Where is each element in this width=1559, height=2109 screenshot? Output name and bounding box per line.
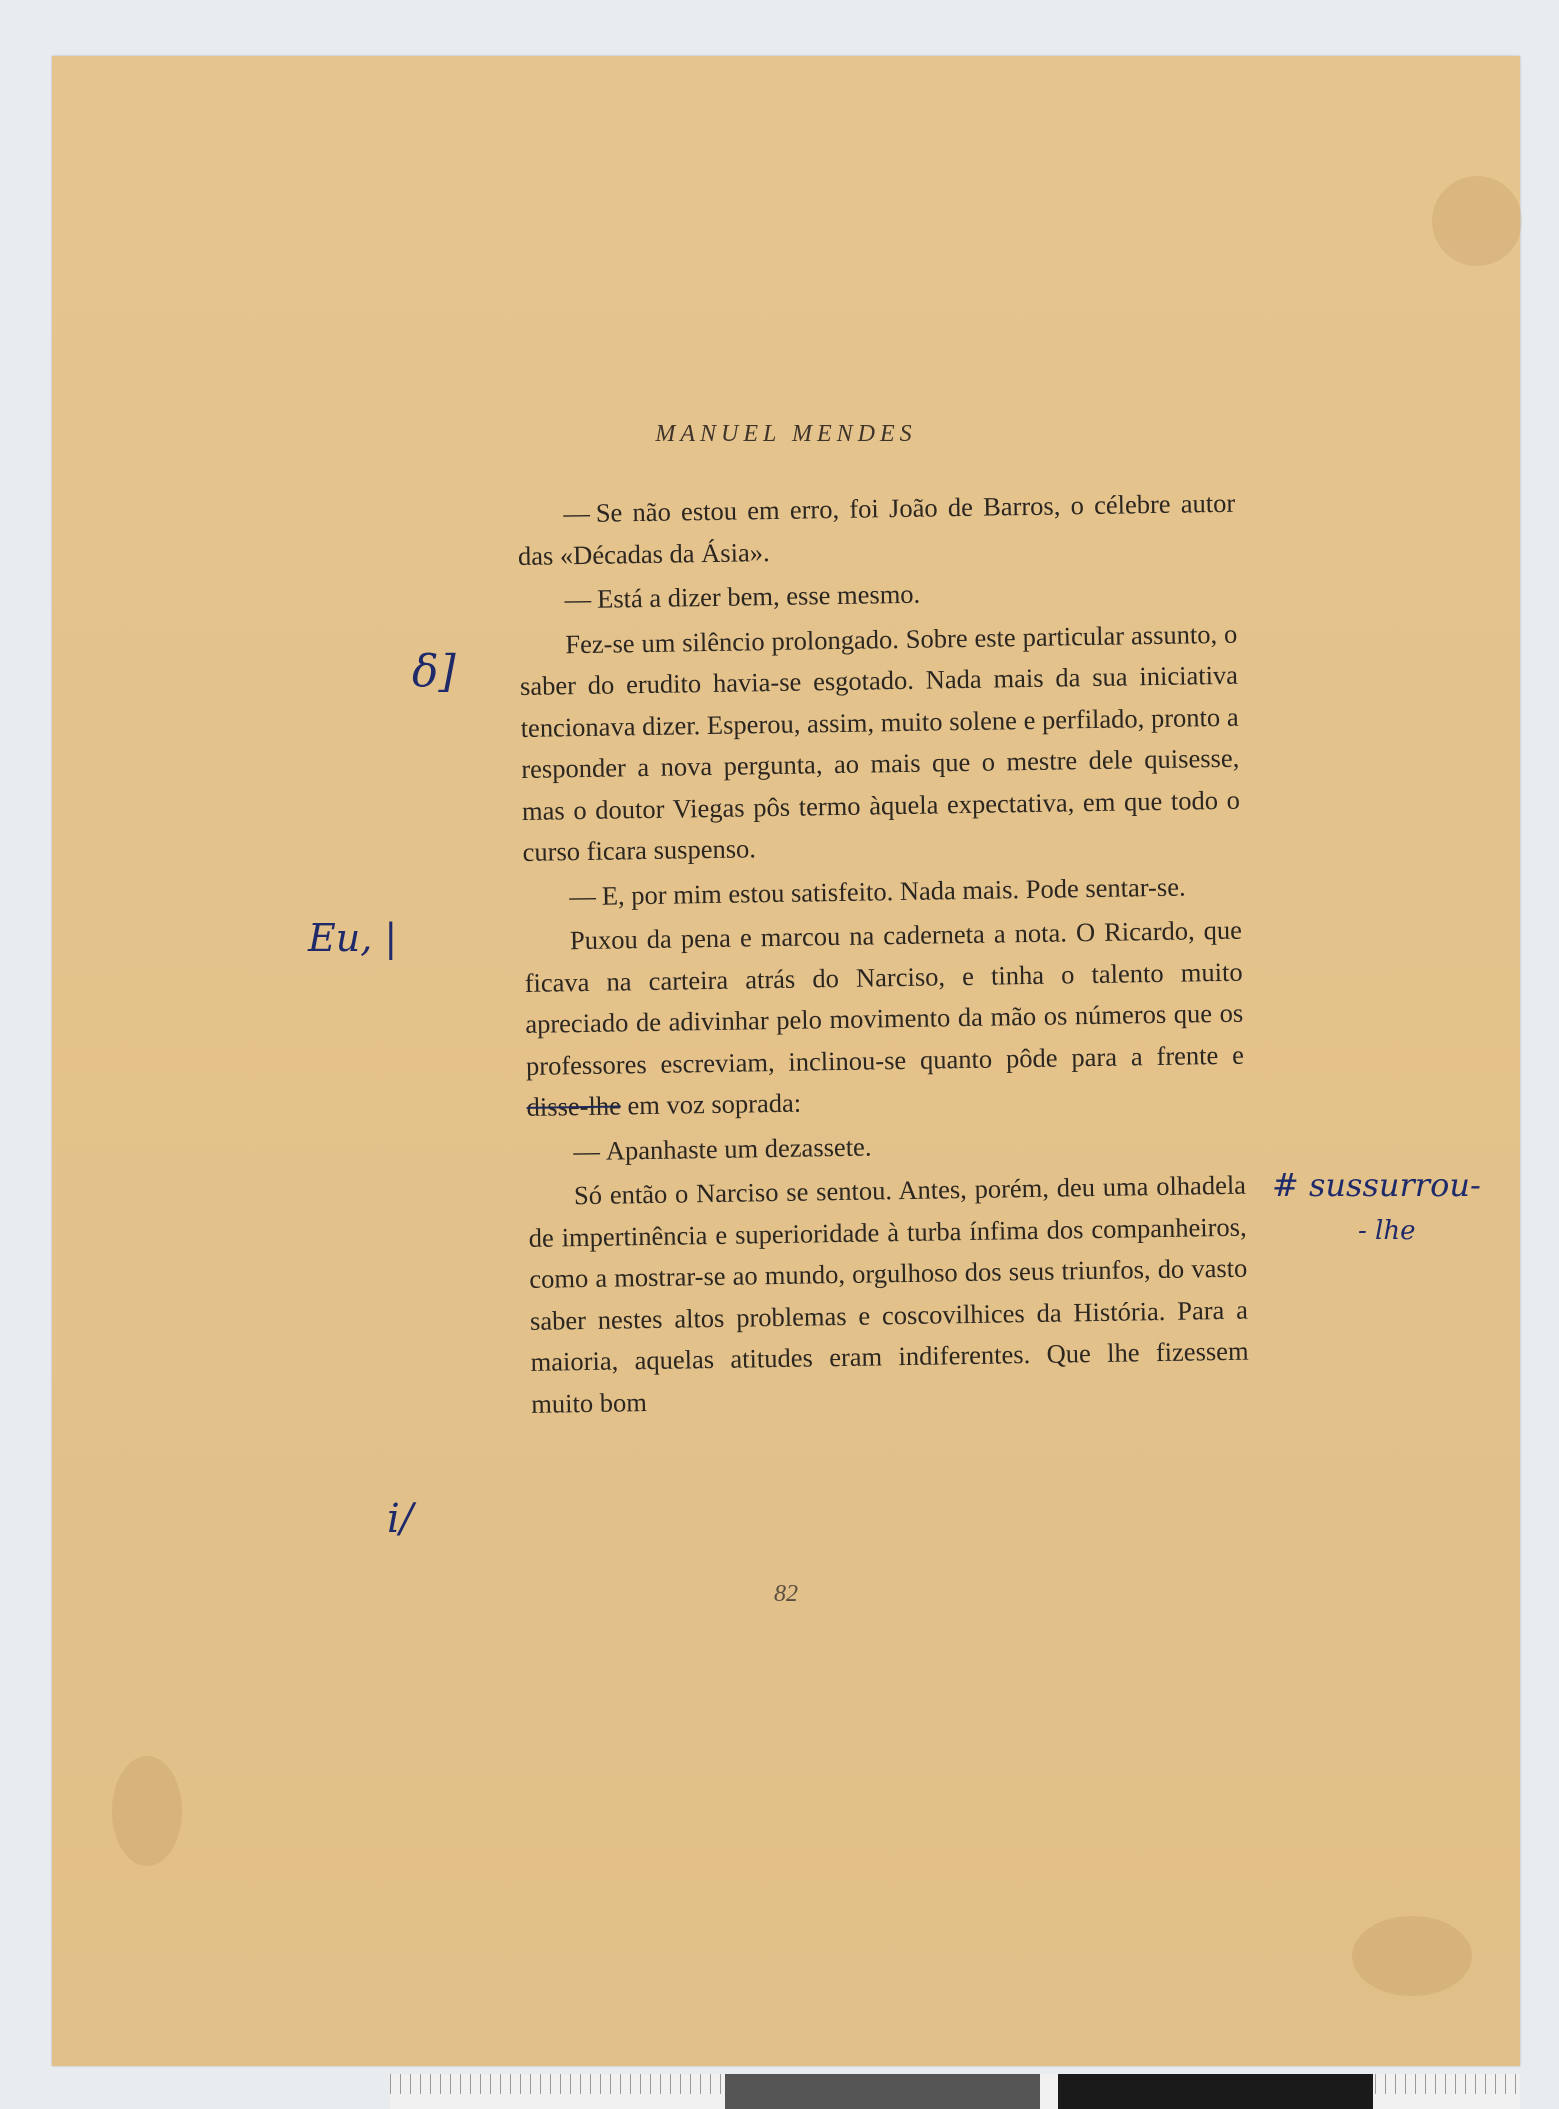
document-page — [52, 56, 1520, 2066]
body-text — [517, 483, 1250, 1428]
dialogue-dash: — — [563, 497, 591, 529]
paper-stain — [1432, 176, 1522, 266]
paragraph — [527, 1120, 1246, 1173]
paragraph — [528, 1165, 1250, 1425]
paragraph — [523, 865, 1242, 918]
dialogue-dash: — — [569, 880, 597, 911]
paragraph-text: em voz soprada: — [620, 1087, 802, 1121]
paragraph — [518, 569, 1237, 622]
paragraph-text: E, por mim estou satisfeito. Nada mais. Pode sentar-se. — [601, 871, 1186, 911]
margin-note-eu: Eu, | — [308, 916, 398, 960]
paper-stain — [1352, 1916, 1472, 1996]
margin-note-delta: δ] — [412, 646, 456, 697]
paragraph — [517, 483, 1236, 577]
paragraph-text: Puxou da pena e marcou na caderneta a nota. O Ricardo, que ficava na carteira atrás do Narciso, e tinha o talento muito apreciado de adivinhar pelo movimento da mão os números que os professores escreviam, inclinou-se quanto pôde para a frente e — [524, 914, 1245, 1081]
page-number: 82 — [774, 1581, 798, 1607]
margin-note-i: i/ — [387, 1496, 414, 1542]
paragraph-text: Está a dizer bem, esse mesmo. — [596, 578, 921, 614]
ruler-ticks — [1375, 2074, 1520, 2094]
paragraph-text: Apanhaste um dezassete. — [605, 1131, 872, 1166]
margin-note-sussurrou: # sussurrou- — [1272, 1166, 1481, 1204]
dialogue-dash: — — [573, 1135, 601, 1166]
paragraph — [519, 613, 1241, 873]
struck-word: disse-lhe — [526, 1090, 622, 1122]
ruler-gray-block — [725, 2074, 1040, 2109]
paragraph-text: Fez-se um silêncio prolongado. Sobre este particular assunto, o saber do erudito havia-se esgotado. Nada mais da sua iniciativa tencionava dizer. Esperou, assim, muito solene e perfilado, pronto a responder a nova pergunta, ao mais que o mestre dele quisesse, mas o doutor Viegas pôs termo àquela expectativa, em que todo o curso ficara suspenso. — [519, 618, 1241, 867]
paragraph — [524, 910, 1245, 1129]
paragraph-text: Só então o Narciso se sentou. Antes, porém, deu uma olhadela de impertinência e superioridade à turba ínfima dos companheiros, como a mostrar-se ao mundo, orgulhoso dos seus triunfos, do vasto saber nestes altos problemas e coscovilhices da História. Para a maioria, aquelas atitudes eram indiferentes. Que lhe fizessem muito bom — [528, 1169, 1249, 1419]
scale-ruler — [390, 2074, 1520, 2109]
paper-stain — [112, 1756, 182, 1866]
ruler-ticks — [390, 2074, 725, 2094]
running-header: MANUEL MENDES — [655, 421, 917, 447]
margin-note-lhe: - lhe — [1358, 1216, 1416, 1246]
ruler-black-block — [1058, 2074, 1373, 2109]
dialogue-dash: — — [564, 583, 592, 615]
paragraph-text: Se não estou em erro, foi João de Barros, o célebre autor das «Décadas da Ásia». — [517, 487, 1236, 571]
